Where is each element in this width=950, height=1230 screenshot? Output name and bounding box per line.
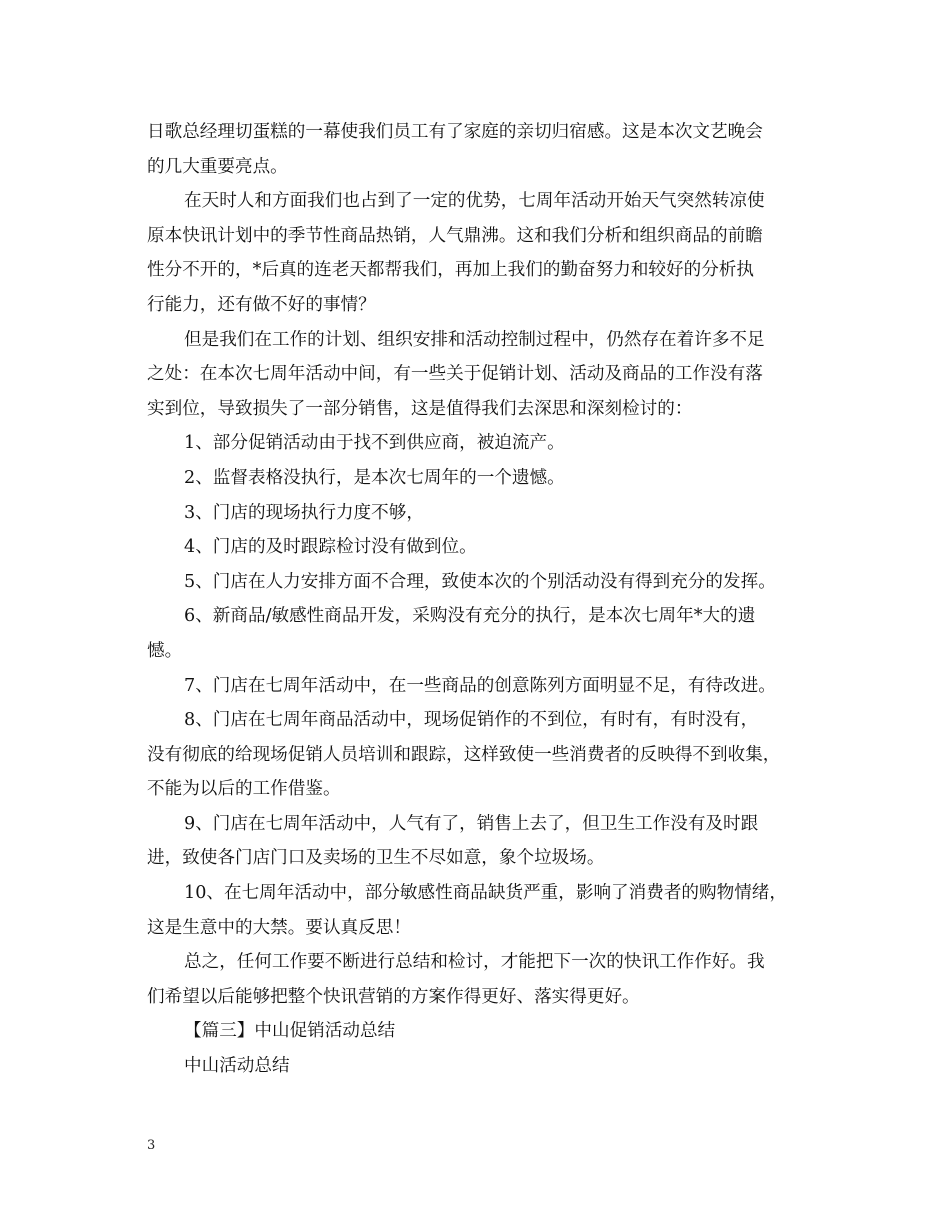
subsection-title: 中山活动总结: [184, 1056, 290, 1077]
section-heading: 【篇三】中山促销活动总结: [184, 1021, 396, 1042]
paragraph-line: 但是我们在工作的计划、组织安排和活动控制过程中，仍然存在着许多不足: [184, 329, 765, 350]
text-line: 憾。: [147, 640, 183, 661]
text-line: 没有彻底的给现场促销人员培训和跟踪，这样致使一些消费者的反映得不到收集，: [147, 744, 781, 765]
text-line: 这是生意中的大禁。要认真反思！: [147, 917, 411, 938]
list-item: 1、部分促销活动由于找不到供应商，被迫流产。: [184, 433, 565, 454]
list-item: 9、门店在七周年活动中，人气有了，销售上去了，但卫生工作没有及时跟: [184, 813, 759, 834]
text-line: 原本快讯计划中的季节性商品热销，人气鼎沸。这和我们分析和组织商品的前瞻: [147, 225, 763, 246]
list-item: 8、门店在七周年商品活动中，现场促销作的不到位，有时有，有时没有，: [184, 710, 759, 731]
text-line: 日歌总经理切蛋糕的一幕使我们员工有了家庭的亲切归宿感。这是本次文艺晚会: [147, 122, 763, 142]
text-line: 性分不开的，*后真的连老天都帮我们，再加上我们的勤奋努力和较好的分析执: [147, 260, 754, 281]
text-line: 行能力，还有做不好的事情？: [147, 294, 376, 315]
text-line: 实到位，导致损失了一部分销售，这是值得我们去深思和深刻检讨的：: [147, 398, 693, 419]
document-body: [147, 115, 807, 1084]
list-item: 10、在七周年活动中，部分敏感性商品缺货严重，影响了消费者的购物情绪，: [184, 883, 787, 904]
paragraph-line: 总之，任何工作要不断进行总结和检讨，才能把下一次的快讯工作作好。我: [184, 952, 765, 973]
page-number: 3: [147, 1138, 156, 1153]
list-item: 2、监督表格没执行，是本次七周年的一个遗憾。: [184, 467, 565, 488]
text-line: 进，致使各门店门口及卖场的卫生不尽如意，象个垃圾场。: [147, 848, 605, 869]
text-line: 之处：在本次七周年活动中间，有一些关于促销计划、活动及商品的工作没有落: [147, 364, 763, 385]
text-line: 不能为以后的工作借鉴。: [147, 779, 341, 800]
list-item: 4、门店的及时跟踪检讨没有做到位。: [184, 537, 477, 558]
list-item: 5、门店在人力安排方面不合理，致使本次的个别活动没有得到充分的发挥。: [184, 571, 776, 592]
text-line: 们希望以后能够把整个快讯营销的方案作得更好、落实得更好。: [147, 986, 640, 1007]
list-item: 6、新商品/敏感性商品开发，采购没有充分的执行，是本次七周年*大的遗: [184, 606, 756, 627]
paragraph-line: 在天时人和方面我们也占到了一定的优势，七周年活动开始天气突然转凉使: [184, 191, 765, 212]
text-line: 的几大重要亮点。: [147, 156, 288, 177]
list-item: 3、门店的现场执行力度不够，: [184, 502, 424, 523]
list-item: 7、门店在七周年活动中，在一些商品的创意陈列方面明显不足，有待改进。: [184, 675, 776, 696]
